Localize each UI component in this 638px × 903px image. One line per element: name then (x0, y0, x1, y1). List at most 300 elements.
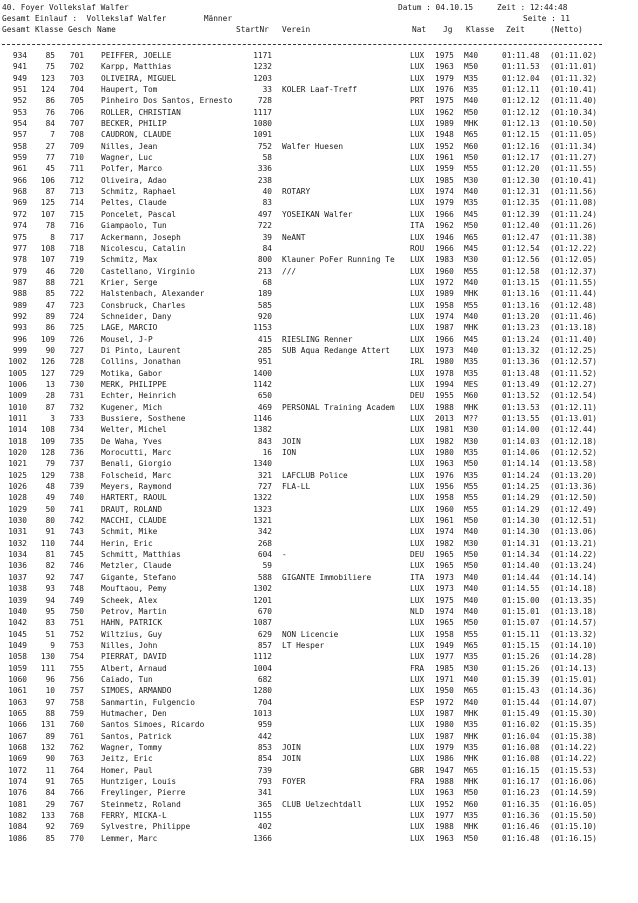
nationality: LUX (410, 482, 425, 492)
nationality: LUX (410, 198, 425, 208)
birth-year: 1988 (435, 777, 454, 786)
nationality: LUX (410, 459, 425, 469)
table-row (0, 186, 638, 197)
start-number: 402 (257, 822, 272, 832)
gender-rank: 759 (69, 708, 84, 718)
runner-name: Schmitz, Max (101, 255, 158, 265)
age-class: MHK (464, 402, 479, 412)
gender-rank: 732 (69, 402, 84, 412)
birth-year: 1966 (435, 209, 454, 219)
runner-name: Lemmer, Marc (101, 833, 158, 843)
net-time: (01:11.24) (550, 209, 597, 219)
birth-year: 1963 (435, 833, 454, 843)
finish-time: 01:12.56 (502, 255, 540, 265)
birth-year: 1974 (435, 311, 454, 321)
club: NeANT (282, 232, 306, 242)
table-row (0, 538, 638, 549)
club: RIESLING Renner (282, 334, 353, 344)
birth-year: 1977 (435, 811, 454, 821)
nationality: LUX (410, 425, 425, 435)
runner-name: Karpp, Matthias (101, 62, 172, 72)
runner-name: Schneider, Dany (101, 311, 172, 321)
finish-time: 01:12.13 (502, 119, 540, 129)
birth-year: 1958 (435, 493, 454, 503)
runner-name: Mousel, J-P (101, 334, 153, 344)
age-class: M30 (464, 425, 479, 435)
start-number: 1146 (253, 414, 272, 423)
age-class: M65 (464, 686, 479, 696)
col-header-name: Name (97, 25, 116, 34)
class-rank: 92 (45, 822, 55, 832)
birth-year: 1994 (435, 379, 454, 389)
nationality: LUX (410, 833, 425, 843)
finish-time: 01:13.49 (502, 379, 540, 389)
class-rank: 89 (45, 311, 55, 321)
class-rank: 49 (45, 493, 55, 503)
start-number: 1323 (253, 504, 272, 514)
age-class: M60 (464, 141, 479, 151)
class-rank: 90 (45, 345, 55, 355)
age-class: M30 (464, 538, 479, 548)
finish-time: 01:14.00 (502, 425, 540, 435)
gesamt-rank: 1059 (8, 663, 27, 673)
table-row (0, 141, 638, 152)
age-class: M35 (464, 198, 479, 208)
runner-name: Santos, Patrick (101, 731, 172, 741)
gesamt-rank: 1072 (8, 765, 27, 775)
finish-time: 01:14.34 (502, 550, 540, 560)
gender-rank: 722 (69, 289, 84, 299)
net-time: (01:11.52) (550, 368, 597, 378)
gender-rank: 767 (69, 799, 84, 809)
table-row (0, 288, 638, 299)
table-row (0, 492, 638, 503)
nationality: LUX (410, 175, 425, 185)
birth-year: 1973 (435, 584, 454, 594)
table-row (0, 129, 638, 140)
class-rank: 3 (50, 414, 55, 423)
start-number: 497 (257, 209, 272, 219)
gesamt-rank: 1040 (8, 606, 27, 616)
finish-time: 01:15.49 (502, 708, 540, 718)
birth-year: 1956 (435, 482, 454, 492)
start-number: 1201 (253, 595, 272, 605)
start-number: 68 (262, 277, 272, 287)
gesamt-rank: 972 (12, 209, 27, 219)
start-number: 728 (257, 96, 272, 106)
nationality: LUX (410, 187, 425, 197)
class-rank: 48 (45, 482, 55, 492)
net-time: (01:12.50) (550, 493, 597, 503)
gender-rank: 724 (69, 311, 84, 321)
birth-year: 1977 (435, 652, 454, 662)
finish-time: 01:12.35 (502, 198, 540, 208)
nationality: LUX (410, 334, 425, 344)
gender-rank: 750 (69, 606, 84, 616)
finish-time: 01:15.39 (502, 674, 540, 684)
class-rank: 107 (40, 209, 55, 219)
nationality: LUX (410, 379, 425, 389)
club: LT Hesper (282, 640, 325, 650)
time-label: Zeit : 12:44:48 (497, 3, 568, 12)
start-number: 1203 (253, 73, 272, 83)
nationality: LUX (410, 720, 425, 730)
gender-rank: 702 (69, 62, 84, 72)
runner-name: CAUDRON, CLAUDE (101, 130, 172, 140)
net-time: (01:11.40) (550, 334, 597, 344)
finish-time: 01:13.16 (502, 300, 540, 310)
club: CLUB Uelzechtdall (282, 799, 362, 809)
table-row (0, 424, 638, 435)
birth-year: 1980 (435, 357, 454, 367)
net-time: (01:12.44) (550, 425, 597, 435)
net-time: (01:14.18) (550, 584, 597, 594)
table-row (0, 447, 638, 458)
net-time: (01:13.18) (550, 323, 597, 333)
birth-year: 1974 (435, 606, 454, 616)
birth-year: 1958 (435, 300, 454, 310)
gesamt-rank: 1011 (8, 414, 27, 423)
age-class: M45 (464, 334, 479, 344)
table-row (0, 118, 638, 129)
col-header-nat: Nat (412, 25, 427, 34)
runner-name: MACCHI, CLAUDE (101, 516, 167, 526)
class-rank: 126 (40, 357, 55, 367)
finish-time: 01:16.35 (502, 799, 540, 809)
table-row (0, 266, 638, 277)
finish-time: 01:13.16 (502, 289, 540, 299)
finish-time: 01:12.54 (502, 243, 540, 253)
net-time: (01:11.02) (550, 51, 597, 60)
net-time: (01:11.08) (550, 198, 597, 208)
birth-year: 1958 (435, 629, 454, 639)
table-row (0, 220, 638, 231)
class-rank: 109 (40, 334, 55, 344)
gesamt-rank: 1026 (8, 482, 27, 492)
age-class: M50 (464, 550, 479, 560)
age-class: M40 (464, 572, 479, 582)
birth-year: 1972 (435, 277, 454, 287)
gesamt-rank: 1049 (8, 640, 27, 650)
runner-name: OLIVEIRA, MIGUEL (101, 73, 177, 83)
net-time: (01:15.35) (550, 720, 597, 730)
class-rank: 108 (40, 425, 55, 435)
gender-rank: 708 (69, 130, 84, 140)
class-rank: 45 (45, 164, 55, 174)
club: JOIN (282, 754, 301, 764)
net-time: (01:11.44) (550, 289, 597, 299)
age-class: M65 (464, 232, 479, 242)
table-row (0, 685, 638, 696)
gesamt-rank: 1076 (8, 788, 27, 798)
birth-year: 1985 (435, 175, 454, 185)
birth-year: 1973 (435, 345, 454, 355)
gesamt-rank: 1006 (8, 379, 27, 389)
net-time: (01:13.58) (550, 459, 597, 469)
birth-year: 1975 (435, 96, 454, 106)
start-number: 1087 (253, 618, 272, 628)
birth-year: 1976 (435, 85, 454, 95)
age-class: M55 (464, 300, 479, 310)
class-rank: 11 (45, 765, 55, 775)
start-number: 853 (257, 742, 272, 752)
runner-name: Sanmartin, Fulgencio (101, 697, 195, 707)
table-row (0, 560, 638, 571)
table-row (0, 753, 638, 764)
nationality: DEU (410, 391, 425, 401)
gender-rank: 741 (69, 504, 84, 514)
club: Klauner PoFer Running Te (282, 255, 395, 265)
runner-name: Consbruck, Charles (101, 300, 186, 310)
runner-name: Halstenbach, Alexander (101, 289, 205, 299)
runner-name: Di Pinto, Laurent (101, 345, 181, 355)
nationality: LUX (410, 584, 425, 594)
nationality: LUX (410, 345, 425, 355)
start-number: 793 (257, 777, 272, 786)
gender-rank: 770 (69, 833, 84, 843)
net-time: (01:14.28) (550, 652, 597, 662)
class-rank: 95 (45, 606, 55, 616)
runner-name: Benali, Giorgio (101, 459, 172, 469)
runner-name: Santos Simoes, Ricardo (101, 720, 205, 730)
finish-time: 01:13.23 (502, 323, 540, 333)
gender-rank: 726 (69, 334, 84, 344)
start-number: 854 (257, 754, 272, 764)
class-rank: 78 (45, 221, 55, 231)
table-row (0, 402, 638, 413)
gesamt-rank: 977 (12, 243, 27, 253)
table-row (0, 379, 638, 390)
gesamt-rank: 1074 (8, 777, 27, 786)
net-time: (01:14.10) (550, 640, 597, 650)
runner-name: Ackermann, Joseph (101, 232, 181, 242)
birth-year: 1979 (435, 198, 454, 208)
table-row (0, 254, 638, 265)
table-row (0, 833, 638, 844)
finish-time: 01:12.30 (502, 175, 540, 185)
age-class: M50 (464, 516, 479, 526)
gesamt-rank: 1010 (8, 402, 27, 412)
runner-name: Scheek, Alex (101, 595, 158, 605)
class-rank: 28 (45, 391, 55, 401)
gender-rank: 734 (69, 425, 84, 435)
table-row (0, 742, 638, 753)
gesamt-rank: 1042 (8, 618, 27, 628)
gender-rank: 714 (69, 198, 84, 208)
class-rank: 88 (45, 708, 55, 718)
club: JOIN (282, 742, 301, 752)
runner-name: MERK, PHILIPPE (101, 379, 167, 389)
class-rank: 110 (40, 538, 55, 548)
finish-time: 01:15.01 (502, 606, 540, 616)
class-rank: 109 (40, 436, 55, 446)
birth-year: 1971 (435, 674, 454, 684)
birth-year: 1987 (435, 731, 454, 741)
finish-time: 01:12.04 (502, 73, 540, 83)
start-number: 722 (257, 221, 272, 231)
net-time: (01:11.26) (550, 221, 597, 231)
gesamt-rank: 1038 (8, 584, 27, 594)
table-row (0, 504, 638, 515)
net-time: (01:11.38) (550, 232, 597, 242)
gesamt-rank: 993 (12, 323, 27, 333)
gender-rank: 742 (69, 516, 84, 526)
birth-year: 1974 (435, 187, 454, 197)
gesamt-rank: 1045 (8, 629, 27, 639)
class-rank: 7 (50, 130, 55, 140)
start-number: 670 (257, 606, 272, 616)
birth-year: 1955 (435, 391, 454, 401)
age-class: M35 (464, 85, 479, 95)
finish-time: 01:13.32 (502, 345, 540, 355)
gender-rank: 768 (69, 811, 84, 821)
class-rank: 51 (45, 629, 55, 639)
class-rank: 91 (45, 777, 55, 786)
finish-time: 01:12.12 (502, 107, 540, 117)
runner-name: HARTERT, RAOUL (101, 493, 167, 503)
gender-rank: 704 (69, 85, 84, 95)
birth-year: 1966 (435, 243, 454, 253)
start-number: 1322 (253, 493, 272, 503)
start-number: 58 (262, 153, 272, 163)
start-number: 857 (257, 640, 272, 650)
age-class: M35 (464, 652, 479, 662)
class-rank: 77 (45, 153, 55, 163)
nationality: LUX (410, 311, 425, 321)
age-class: M40 (464, 584, 479, 594)
runner-name: Poncelet, Pascal (101, 209, 177, 219)
class-rank: 108 (40, 243, 55, 253)
start-number: 1112 (253, 652, 272, 662)
finish-time: 01:16.23 (502, 788, 540, 798)
class-rank: 89 (45, 731, 55, 741)
table-row (0, 175, 638, 186)
gesamt-rank: 1069 (8, 754, 27, 764)
col-header-gesamt: Gesamt (2, 25, 31, 34)
runner-name: Schmitt, Matthias (101, 550, 181, 560)
gender-rank: 769 (69, 822, 84, 832)
age-class: M55 (464, 164, 479, 174)
net-time: (01:11.01) (550, 62, 597, 72)
gender-rank: 748 (69, 584, 84, 594)
birth-year: 1981 (435, 425, 454, 435)
table-row (0, 526, 638, 537)
nationality: LUX (410, 470, 425, 480)
start-number: 336 (257, 164, 272, 174)
finish-time: 01:13.36 (502, 357, 540, 367)
start-number: 321 (257, 470, 272, 480)
start-number: 1400 (253, 368, 272, 378)
start-number: 84 (262, 243, 272, 253)
finish-time: 01:12.31 (502, 187, 540, 197)
class-rank: 75 (45, 62, 55, 72)
runner-name: Homer, Paul (101, 765, 153, 775)
gender-rank: 703 (69, 73, 84, 83)
table-row (0, 719, 638, 730)
runner-name: Bussiere, Sosthene (101, 414, 186, 423)
runner-name: Giampaolo, Tun (101, 221, 167, 231)
gender-rank: 701 (69, 51, 84, 60)
nationality: DEU (410, 550, 425, 560)
gender-rank: 709 (69, 141, 84, 151)
net-time: (01:10.41) (550, 85, 597, 95)
gender-rank: 753 (69, 640, 84, 650)
age-class: M35 (464, 448, 479, 458)
age-class: M50 (464, 618, 479, 628)
net-time: (01:16.06) (550, 777, 597, 786)
age-class: M45 (464, 243, 479, 253)
age-class: M30 (464, 175, 479, 185)
class-rank: 87 (45, 187, 55, 197)
age-class: M30 (464, 663, 479, 673)
nationality: LUX (410, 493, 425, 503)
table-row (0, 583, 638, 594)
runner-name: Krier, Serge (101, 277, 158, 287)
nationality: LUX (410, 141, 425, 151)
table-row (0, 651, 638, 662)
header-divider (2, 44, 602, 45)
net-time: (01:12.22) (550, 243, 597, 253)
table-row (0, 50, 638, 61)
finish-time: 01:16.04 (502, 731, 540, 741)
nationality: LUX (410, 51, 425, 60)
net-time: (01:12.05) (550, 255, 597, 265)
net-time: (01:12.54) (550, 391, 597, 401)
nationality: PRT (410, 96, 425, 106)
class-rank: 90 (45, 754, 55, 764)
col-header-klasse-2: Klasse (466, 25, 495, 34)
col-header-jg: Jg (443, 25, 453, 34)
start-number: 415 (257, 334, 272, 344)
age-class: M40 (464, 277, 479, 287)
start-number: 238 (257, 175, 272, 185)
age-class: M35 (464, 470, 479, 480)
class-rank: 111 (40, 663, 55, 673)
table-row (0, 95, 638, 106)
birth-year: 1965 (435, 561, 454, 571)
gesamt-rank: 1037 (8, 572, 27, 582)
birth-year: 1965 (435, 618, 454, 628)
class-rank: 91 (45, 527, 55, 537)
runner-name: Metzler, Claude (101, 561, 172, 571)
gender-rank: 766 (69, 788, 84, 798)
gesamt-rank: 1086 (8, 833, 27, 843)
start-number: 682 (257, 674, 272, 684)
birth-year: 1988 (435, 402, 454, 412)
finish-time: 01:14.29 (502, 504, 540, 514)
start-number: 341 (257, 788, 272, 798)
gender-rank: 749 (69, 595, 84, 605)
start-number: 39 (262, 232, 272, 242)
table-row (0, 277, 638, 288)
start-number: 1321 (253, 516, 272, 526)
gesamt-rank: 1058 (8, 652, 27, 662)
birth-year: 1982 (435, 436, 454, 446)
age-class: M35 (464, 811, 479, 821)
net-time: (01:14.57) (550, 618, 597, 628)
birth-year: 1965 (435, 550, 454, 560)
col-header-klasse: Klasse (35, 25, 64, 34)
birth-year: 1976 (435, 470, 454, 480)
nationality: LUX (410, 255, 425, 265)
start-number: 59 (262, 561, 272, 571)
age-class: M30 (464, 436, 479, 446)
gender-rank: 730 (69, 379, 84, 389)
net-time: (01:10.50) (550, 119, 597, 129)
nationality: LUX (410, 640, 425, 650)
gesamt-rank: 1002 (8, 357, 27, 367)
finish-time: 01:14.55 (502, 584, 540, 594)
